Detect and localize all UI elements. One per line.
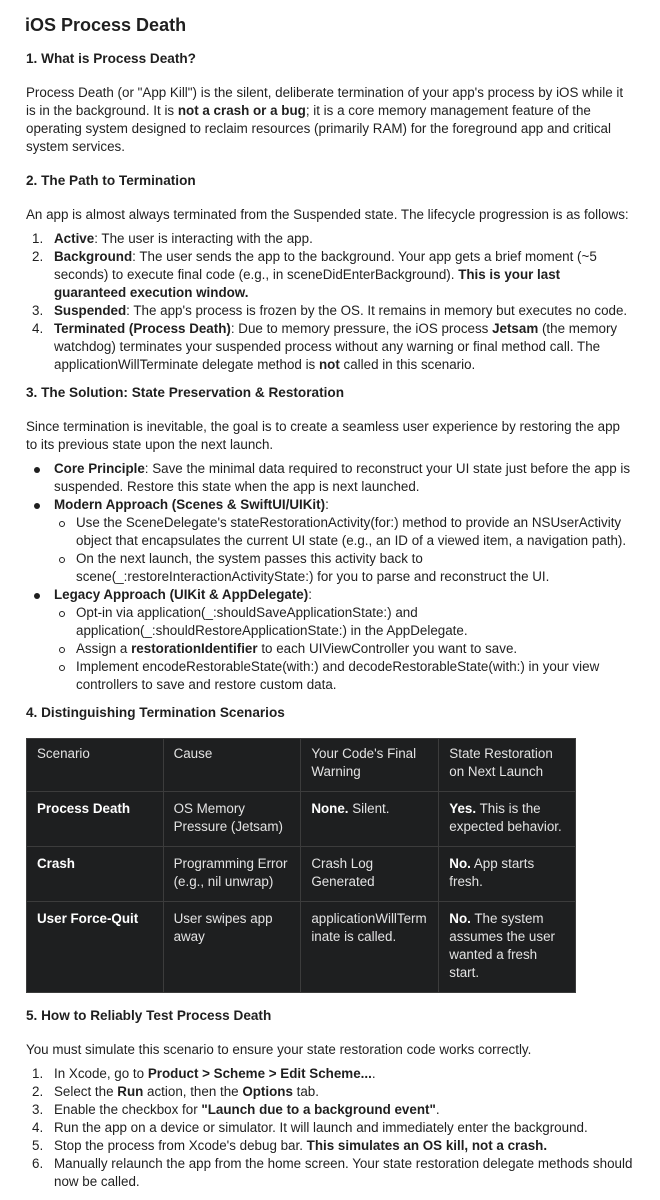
sub-list-item: [26, 640, 634, 658]
text-run: In Xcode, go to: [54, 1066, 148, 1081]
section-heading-path: 2. The Path to Termination: [26, 173, 196, 188]
section-heading-testing: 5. How to Reliably Test Process Death: [26, 1008, 272, 1023]
text-run: : Save the minimal data required to reconstruct your UI state just before the app is suspended. Restore this state when the app is next launched.: [54, 461, 631, 494]
table-cell: [163, 902, 301, 993]
bold-text: This simulates an OS kill, not a crash.: [306, 1138, 548, 1153]
page-title: iOS Process Death: [25, 15, 187, 35]
text-run: :: [325, 497, 329, 512]
table-cell: [301, 847, 439, 902]
bold-text: User Force-Quit: [37, 911, 139, 926]
bullet-icon: [34, 467, 40, 473]
text-run: Implement encodeRestorableState(with:) and decodeRestorableState(with:) in your view controllers to save and restore custom data.: [76, 659, 600, 692]
text-run: Opt-in via application(_:shouldSaveApplicationState:) and application(_:shouldRestoreApplicationState:) in the AppDelegate.: [76, 605, 468, 638]
list-item: 5. Stop the process from Xcode's debug bar. This simulates an OS kill, not a crash.: [32, 1138, 548, 1153]
bold-text: Crash: [37, 856, 75, 871]
text-run: applicationWillTerm inate is called.: [311, 911, 427, 944]
table-header-cell: Cause: [163, 739, 301, 792]
scenarios-table: [26, 738, 576, 993]
table-cell: [439, 847, 576, 902]
text-run: Enable the checkbox for: [54, 1102, 202, 1117]
text-run: .: [435, 1102, 440, 1117]
list-item: 3. Enable the checkbox for "Launch due to a background event".: [32, 1102, 440, 1117]
bold-text: Core Principle: [54, 461, 145, 476]
bold-text: Terminated (Process Death): [54, 321, 231, 336]
list-item: [26, 586, 634, 604]
text-run: called in this scenario.: [339, 357, 476, 372]
bold-text: No.: [449, 856, 471, 871]
solution-list: [26, 460, 634, 694]
bold-text: Suspended: [54, 303, 127, 318]
list-item: 3. Suspended: The app's process is frozen by the OS. It remains in memory but executes no code.: [32, 303, 628, 318]
bold-text: Product > Scheme > Edit Scheme...: [147, 1066, 372, 1081]
lifecycle-list: [26, 230, 634, 374]
bold-text: None.: [311, 801, 349, 816]
hollow-bullet-icon: [59, 521, 65, 527]
text-run: Crash Log Generated: [311, 856, 375, 889]
text-run: This is the expected behavior.: [449, 801, 562, 834]
table-cell: [27, 847, 164, 902]
text-run: Stop the process from Xcode's debug bar.: [54, 1138, 307, 1153]
table-cell: [27, 902, 164, 993]
table-cell: [163, 792, 301, 847]
table-cell: [439, 792, 576, 847]
text-run: Silent.: [348, 801, 390, 816]
bold-text: Modern Approach (Scenes & SwiftUI/UIKit): [54, 497, 326, 512]
bold-text: Jetsam: [492, 321, 539, 336]
list-item: [26, 460, 634, 496]
bold-text: Active: [54, 231, 95, 246]
sub-list-item: [26, 514, 634, 550]
text-run: action, then the: [143, 1084, 243, 1099]
bold-text: Yes.: [449, 801, 477, 816]
text-run: tab.: [292, 1084, 319, 1099]
text-run: App starts fresh.: [449, 856, 535, 889]
bold-text: Legacy Approach (UIKit & AppDelegate): [54, 587, 309, 602]
bullet-icon: [34, 503, 40, 509]
text-run: Select the: [54, 1084, 118, 1099]
text-run: Assign a: [76, 641, 132, 656]
bold-text: not a crash or a bug: [177, 103, 306, 118]
section-heading-what-is: 1. What is Process Death?: [26, 51, 196, 66]
text-run: On the next launch, the system passes this activity back to scene(_:restoreInteractionActivityState:) for you to parse and reconstruct the UI.: [76, 551, 550, 584]
list-item: 4. Terminated (Process Death): Due to memory pressure, the iOS process Jetsam (the memory watchdog) terminates your suspended process without any warning or final method call. The applicationWillTerminate delegate method is not called in this scenario.: [32, 321, 618, 372]
bold-text: Process Death: [37, 801, 131, 816]
text-run: Programming Error (e.g., nil unwrap): [173, 856, 288, 889]
bold-text: Background: [54, 249, 133, 264]
section-heading-solution: 3. The Solution: State Preservation & Restoration: [26, 385, 344, 400]
list-item: 2. Background: The user sends the app to the background. Your app gets a brief moment (~5 seconds) to execute final code (e.g., in sceneDidEnterBackground). This is your last guaranteed execution window.: [32, 249, 597, 300]
sub-list-item: [26, 604, 634, 640]
table-header-cell: State Restoration on Next Launch: [439, 739, 576, 792]
sub-list-item: [26, 658, 634, 694]
section-paragraph: Since termination is inevitable, the goal is to create a seamless user experience by restoring the app to its previous state upon the next launch.: [26, 419, 620, 452]
section-paragraph: An app is almost always terminated from the Suspended state. The lifecycle progression is as follows:: [26, 207, 629, 222]
table-cell: [301, 792, 439, 847]
section-heading-scenarios: 4. Distinguishing Termination Scenarios: [26, 705, 285, 720]
table-row: [27, 792, 576, 847]
text-run: Process Death (or "App Kill") is the silent, deliberate termination of your app's process by iOS while it is in the background. It is: [26, 85, 624, 118]
bold-text: restorationIdentifier: [131, 641, 258, 656]
table-cell: [27, 792, 164, 847]
bold-text: not: [318, 357, 340, 372]
bold-text: This is your last guaranteed execution window.: [54, 267, 561, 300]
text-run: : The user sends the app to the background. Your app gets a brief moment (~5 seconds) to execute final code (e.g., in sceneDidEnterBackground).: [54, 249, 597, 282]
text-run: Use the SceneDelegate's stateRestorationActivity(for:) method to provide an NSUserActivity object that encapsulates the current UI state (e.g., an ID of a viewed item, a navigation path).: [76, 515, 627, 548]
list-item: 1. In Xcode, go to Product > Scheme > Edit Scheme....: [32, 1066, 376, 1081]
text-run: : Due to memory pressure, the iOS process: [230, 321, 493, 336]
table-header-row: [27, 739, 576, 792]
list-item: 2. Select the Run action, then the Options tab.: [32, 1084, 319, 1099]
text-run: :: [308, 587, 312, 602]
table-cell: [439, 902, 576, 993]
hollow-bullet-icon: [59, 557, 65, 563]
list-item: [26, 496, 634, 514]
bold-text: "Launch due to a background event": [201, 1102, 436, 1117]
text-run: Manually relaunch the app from the home screen. Your state restoration delegate methods should now be called.: [54, 1156, 633, 1189]
bullet-icon: [34, 593, 40, 599]
table-cell: [163, 847, 301, 902]
text-run: ; it is a core memory management feature of the operating system designed to reclaim resources (primarily RAM) for the foreground app and critical system services.: [26, 103, 611, 154]
bold-text: Options: [242, 1084, 293, 1099]
text-run: OS Memory Pressure (Jetsam): [173, 801, 283, 834]
bold-text: Run: [117, 1084, 144, 1099]
text-run: .: [371, 1066, 376, 1081]
hollow-bullet-icon: [59, 647, 65, 653]
sub-list-item: [26, 550, 634, 586]
text-run: : The user is interacting with the app.: [94, 231, 313, 246]
list-item: 6. Manually relaunch the app from the home screen. Your state restoration delegate methods should now be called.: [32, 1156, 633, 1189]
text-run: User swipes app away: [173, 911, 273, 944]
list-item: 4. Run the app on a device or simulator. It will launch and immediately enter the background.: [32, 1120, 588, 1135]
table-row: [27, 902, 576, 993]
bold-text: No.: [449, 911, 471, 926]
text-run: The system assumes the user wanted a fresh start.: [449, 911, 555, 980]
section-paragraph: You must simulate this scenario to ensure your state restoration code works correctly.: [26, 1042, 532, 1057]
text-run: (the memory watchdog) terminates your suspended process without any warning or final method call. The applicationWillTerminate delegate method is: [54, 321, 618, 372]
hollow-bullet-icon: [59, 665, 65, 671]
table-row: [27, 847, 576, 902]
section-paragraph: [26, 84, 634, 156]
hollow-bullet-icon: [59, 611, 65, 617]
text-run: to each UIViewController you want to save.: [257, 641, 518, 656]
table-cell: [301, 902, 439, 993]
table-header-cell: Scenario: [27, 739, 164, 792]
testing-steps-list: [26, 1065, 634, 1191]
text-run: Run the app on a device or simulator. It will launch and immediately enter the background.: [54, 1120, 588, 1135]
text-run: : The app's process is frozen by the OS. It remains in memory but executes no code.: [126, 303, 628, 318]
table-header-cell: Your Code's Final Warning: [301, 739, 439, 792]
list-item: 1. Active: The user is interacting with the app.: [32, 231, 313, 246]
